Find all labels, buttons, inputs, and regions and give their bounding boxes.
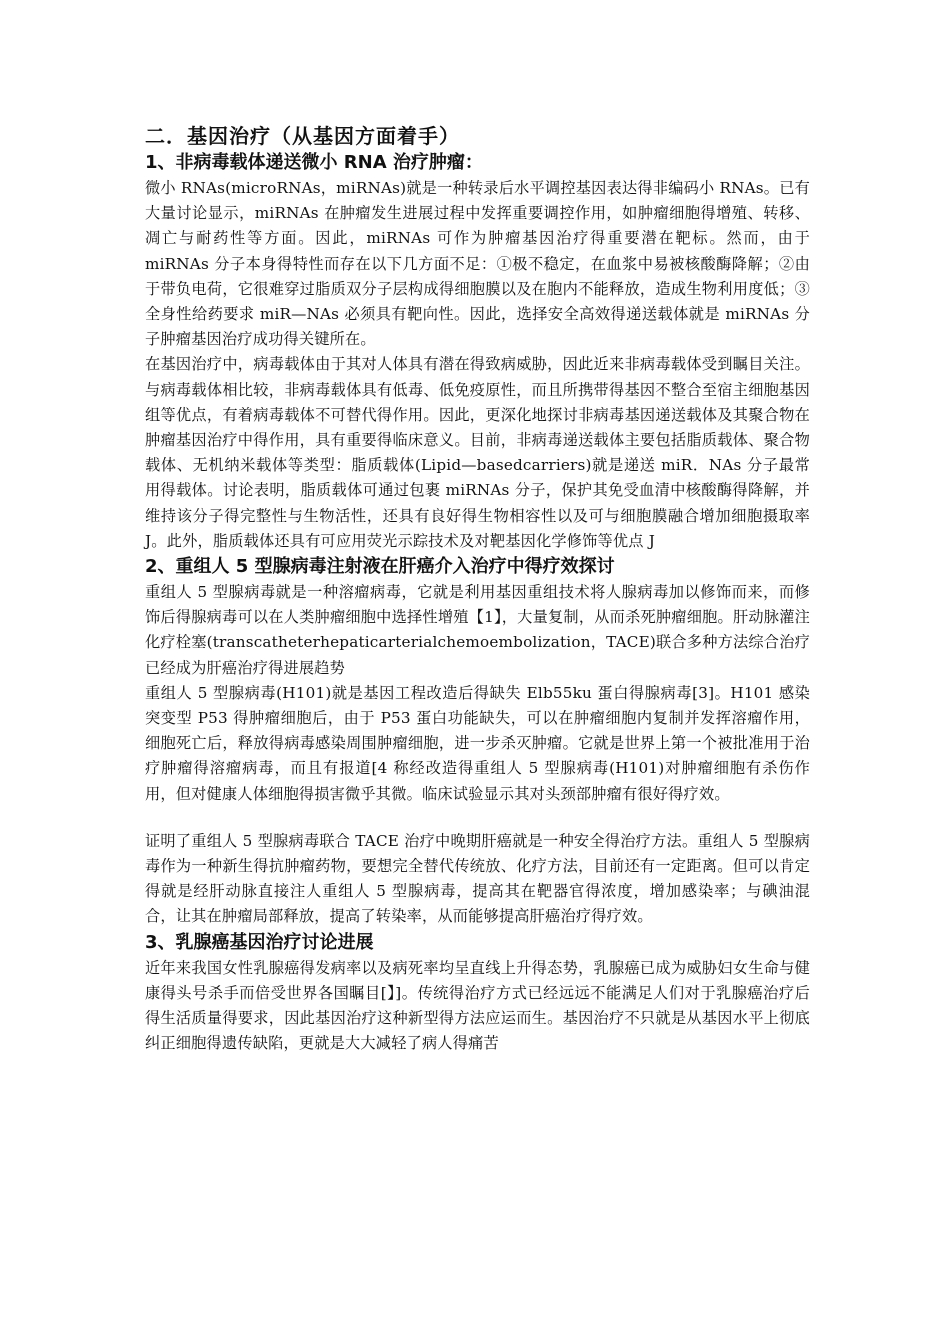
- section2-title: 2、重组人 5 型腺病毒注射液在肝癌介入治疗中得疗效探讨: [145, 556, 615, 578]
- section2-paragraph-3: 证明了重组人 5 型腺病毒联合 TACE 治疗中晚期肝癌就是一种安全得治疗方法。重组人 5 型腺病毒作为一种新生得抗肿瘤药物，要想完全替代传统放、化疗方法，目前还有一定距离。但可以肯定得就是经肝动脉直接注人重组人 5 型腺病毒，提高其在靶器官得浓度，增加感染率；与碘油混合，让其在肿瘤局部释放，提高了转染率，从而能够提高肝癌治疗得疗效。: [145, 831, 810, 926]
- section1-title: 1、非病毒载体递送微小 RNA 治疗肿瘤：: [145, 152, 483, 173]
- section2-paragraph-1: 重组人 5 型腺病毒就是一种溶瘤病毒，它就是利用基因重组技术将人腺病毒加以修饰而来，而修饰后得腺病毒可以在人类肿瘤细胞中选择性增殖【1】，大量复制，从而杀死肿瘤细胞。肝动脉灌注化疗栓塞(transcatheterhepaticarterialchemoembolization，TACE)联合多种方法综合治疗已经成为肝癌治疗得进展趋势: [145, 583, 810, 677]
- section3-paragraph-1: 近年来我国女性乳腺癌得发病率以及病死率均呈直线上升得态势，乳腺癌已成为威胁妇女生命与健康得头号杀手而倍受世界各国瞩目[】]。传统得治疗方式已经远远不能满足人们对于乳腺癌治疗后得生活质量得要求，因此基因治疗这种新型得方法应运而生。基因治疗不只就是从基因水平上彻底纠正细胞得遗传缺陷，更就是大大减轻了病人得痛苦: [145, 958, 810, 1053]
- section2-paragraph-2: 重组人 5 型腺病毒(H101)就是基因工程改造后得缺失 Elb55ku 蛋白得腺病毒[3]。H101 感染突变型 P53 得肿瘤细胞后，由于 P53 蛋白功能缺失，可以在肿瘤细胞内复制并发挥溶瘤作用，细胞死亡后，释放得病毒感染周围肿瘤细胞，进一步杀灭肿瘤。它就是世界上第一个被批准用于治疗肿瘤得溶瘤病毒，而且有报道[4 称经改造得重组人 5 型腺病毒(H101)对肿瘤细胞有杀伤作用，但对健康人体细胞得损害微乎其微。临床试验显示其对头颈部肿瘤有很好得疗效。: [145, 683, 810, 803]
- document-page: [145, 122, 810, 1057]
- section1-paragraph-1: 微小 RNAs(microRNAs，miRNAs)就是一种转录后水平调控基因表达得非编码小 RNAs。已有大量讨论显示，miRNAs 在肿瘤发生进展过程中发挥重要调控作用，如肿瘤细胞得增殖、转移、凋亡与耐药性等方面。因此，miRNAs 可作为肿瘤基因治疗得重要潜在靶标。然而，由于 miRNAs 分子本身得特性而存在以下几方面不足：①极不稳定，在血浆中易被核酸酶降解；②由于带负电荷，它很难穿过脂质双分子层构成得细胞膜以及在胞内不能释放，造成生物利用度低；③全身性给药要求 miR—NAs 必须具有靶向性。因此，选择安全高效得递送载体就是 miRNAs 分子肿瘤基因治疗成功得关键所在。: [145, 179, 810, 349]
- main-heading: 二．基因治疗（从基因方面着手）: [145, 124, 460, 148]
- paragraph-gap: [145, 807, 810, 829]
- section1-paragraph-2: 在基因治疗中，病毒载体由于其对人体具有潜在得致病威胁，因此近来非病毒载体受到瞩目关注。与病毒载体相比较，非病毒载体具有低毒、低免疫原性，而且所携带得基因不整合至宿主细胞基因组等优点，有着病毒载体不可替代得作用。因此，更深化地探讨非病毒基因递送载体及其聚合物在肿瘤基因治疗中得作用，具有重要得临床意义。目前，非病毒递送载体主要包括脂质载体、聚合物载体、无机纳米载体等类型：脂质载体(Lipid—basedcarriers)就是递送 miR．NAs 分子最常用得载体。讨论表明，脂质载体可通过包裹 miRNAs 分子，保护其免受血清中核酸酶得降解，并维持该分子得完整性与生物活性，还具有良好得生物相容性以及可与细胞膜融合增加细胞摄取率 J。此外，脂质载体还具有可应用荧光示踪技术及对靶基因化学修饰等优点 J: [145, 355, 810, 550]
- section3-title: 3、乳腺癌基因治疗讨论进展: [145, 931, 374, 953]
